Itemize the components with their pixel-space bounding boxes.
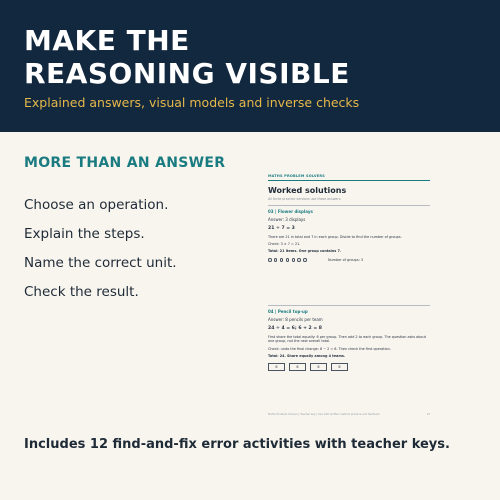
groups-label: Number of groups: 3: [327, 258, 363, 263]
dot-row: [268, 258, 307, 262]
share-box: 6: [289, 363, 306, 371]
feature-item: Choose an operation.: [24, 197, 169, 213]
problem-divider: [268, 205, 430, 206]
hero-title: [24, 24, 350, 90]
page-number: 15: [426, 413, 430, 416]
counter-dot: [292, 258, 296, 262]
worksheet-title: Worked solutions: [268, 185, 347, 195]
feature-list: [24, 195, 244, 311]
counter-dot: [268, 258, 272, 262]
worksheet-note: All three practice versions use these answers.: [268, 196, 342, 201]
problem-check: Check: 3 × 7 = 21.: [268, 242, 301, 247]
section-heading: MORE THAN AN ANSWER: [24, 155, 226, 171]
share-box: 6: [310, 363, 327, 371]
counter-dot: [297, 258, 301, 262]
share-boxes: [268, 363, 430, 371]
problem-answer: Answer: 8 pencils per team: [268, 316, 323, 322]
problem-equation: 21 ÷ 7 = 3: [268, 225, 295, 231]
counter-dot: [280, 258, 284, 262]
feature-item: Check the result.: [24, 284, 139, 300]
hero-title-line1: MAKE THE: [24, 24, 190, 57]
counter-dot: [303, 258, 307, 262]
hero-banner: [0, 0, 500, 132]
problem-block-flower: [268, 205, 430, 262]
problem-equation: 24 ÷ 4 = 6; 6 + 2 = 8: [268, 325, 323, 331]
problem-explanation: First share the total equally: 6 per group. Then add 2 to each group. The question asks about one group, not the new overall total.: [268, 334, 426, 344]
hero-title-line2: REASONING VISIBLE: [24, 57, 350, 90]
problem-total: Total: 24. Share equally among 4 teams.: [268, 353, 346, 358]
feature-item: Name the correct unit.: [24, 255, 177, 271]
problem-divider: [268, 305, 430, 306]
footer-text: Maths Problem Solvers | Teacher key | Use with written method practice and feedback: [268, 413, 380, 416]
share-box: 6: [268, 363, 285, 371]
counter-dot: [286, 258, 290, 262]
header-divider: [268, 180, 430, 181]
problem-total: Total: 21 items. One group contains 7.: [268, 249, 342, 254]
problem-block-pencil: [268, 305, 430, 371]
problem-explanation: There are 21 in total and 7 in each group. Divide to find the number of groups.: [268, 234, 402, 239]
hero-subtitle: Explained answers, visual models and inverse checks: [24, 95, 360, 110]
worksheet-header: MATHS PROBLEM SOLVERS: [268, 174, 325, 178]
problem-check: Check: undo the final change: 8 − 2 = 6. Then check the first operation.: [268, 346, 391, 351]
feature-column: [24, 155, 244, 311]
feature-item: Explain the steps.: [24, 226, 145, 242]
problem-answer: Answer: 3 displays: [268, 216, 306, 222]
worksheet-footer: [268, 413, 430, 416]
group-model: [268, 258, 430, 262]
worksheet-preview: [268, 174, 430, 420]
counter-dot: [274, 258, 278, 262]
problem-title: 04 | Pencil top-up: [268, 308, 308, 314]
bottom-banner: Includes 12 find-and-fix error activities with teacher keys.: [24, 437, 450, 452]
problem-title: 03 | Flower displays: [268, 208, 313, 214]
share-box: 6: [331, 363, 348, 371]
